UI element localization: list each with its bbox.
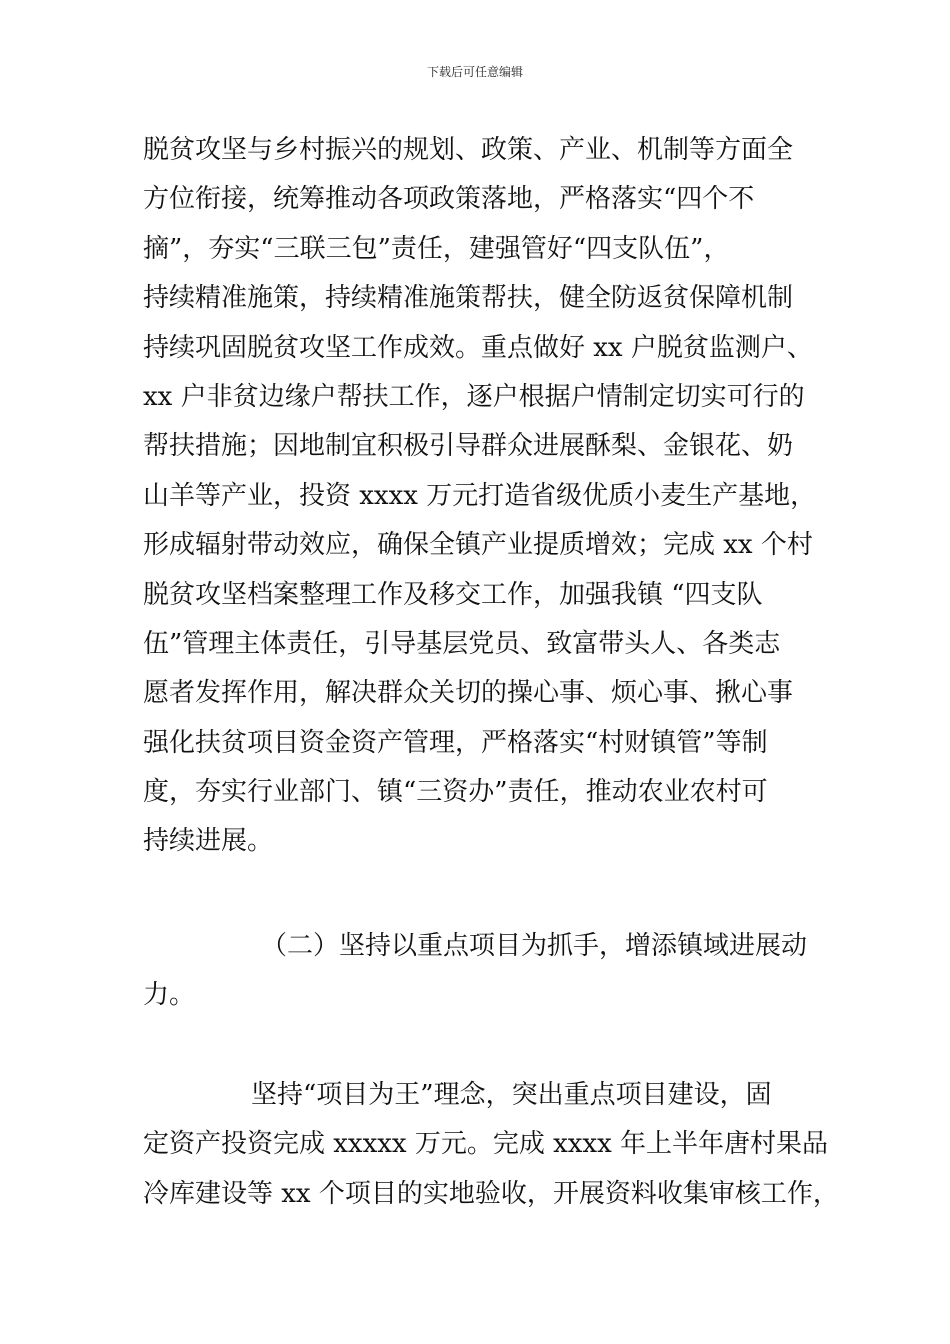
text-line: 形成辐射带动效应，确保全镇产业提质增效；完成 xx 个村	[143, 530, 813, 561]
text-line: 脱贫攻坚档案整理工作及移交工作，加强我镇 “四支队	[143, 579, 763, 610]
page-header: 下载后可任意编辑	[426, 65, 523, 79]
section-heading-key-projects	[143, 922, 823, 1021]
text-line: 强化扶贫项目资金资产管理，严格落实“村财镇管”等制	[143, 727, 768, 758]
text-line: 度，夯实行业部门、镇“三资办”责任，推动农业农村可	[143, 777, 768, 808]
text-line: 持续精准施策，持续精准施策帮扶，健全防返贫保障机制	[143, 283, 794, 314]
text-line: 脱贫攻坚与乡村振兴的规划、政策、产业、机制等方面全	[143, 135, 794, 165]
text-line: 愿者发挥作用，解决群众关切的操心事、烦心事、揪心事	[143, 678, 794, 709]
text-line: 坚持“项目为王”理念，突出重点项目建设，固	[251, 1080, 772, 1110]
text-line: 帮扶措施；因地制宜积极引导群众进展酥梨、金银花、奶	[143, 431, 794, 462]
paragraph-poverty-alleviation	[143, 126, 823, 867]
text-line: xx 户非贫边缘户帮扶工作，逐户根据户情制定切实可行的	[143, 381, 805, 412]
text-line: 定资产投资完成 xxxxx 万元。完成 xxxx 年上半年唐村果品	[143, 1129, 829, 1160]
text-line: 持续进展。	[143, 826, 274, 857]
text-line: 摘”，夯实“三联三包”责任，建强管好“四支队伍”，	[143, 233, 730, 264]
heading-line: 力。	[143, 980, 196, 1011]
heading-line: （二）坚持以重点项目为抓手，增添镇域进展动	[261, 931, 808, 961]
text-line: 伍”管理主体责任，引导基层党员、致富带头人、各类志	[143, 628, 781, 659]
paragraph-key-projects	[143, 1071, 839, 1219]
text-line: 山羊等产业，投资 xxxx 万元打造省级优质小麦生产基地，	[143, 480, 817, 511]
text-line: 方位衔接，统筹推动各项政策落地，严格落实“四个不	[143, 184, 755, 215]
text-line: 冷库建设等 xx 个项目的实地验收，开展资料收集审核工作，	[143, 1178, 839, 1209]
text-line: 持续巩固脱贫攻坚工作成效。重点做好 xx 户脱贫监测户、	[143, 332, 813, 363]
